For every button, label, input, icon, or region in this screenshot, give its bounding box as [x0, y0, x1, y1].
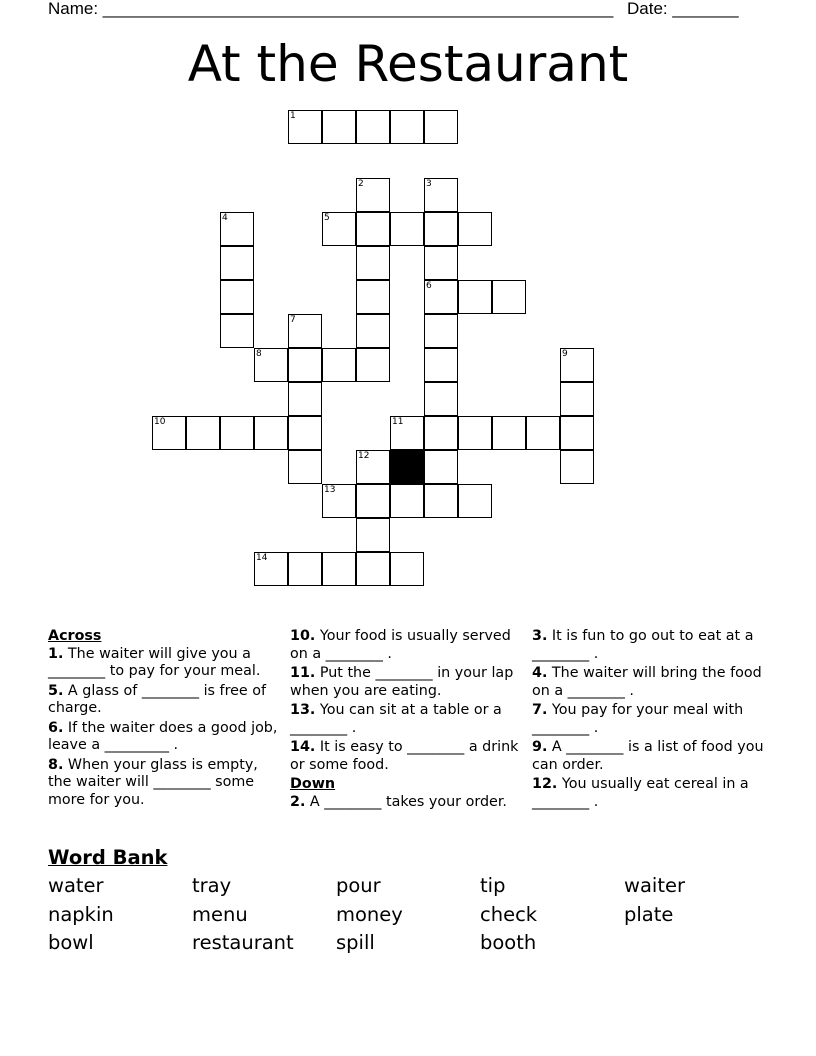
crossword-cell[interactable]	[220, 280, 254, 314]
crossword-cell[interactable]	[322, 212, 356, 246]
crossword-cell[interactable]	[322, 348, 356, 382]
crossword-cell[interactable]	[390, 110, 424, 144]
crossword-cell[interactable]	[220, 246, 254, 280]
clue-number: 5	[324, 213, 330, 223]
crossword-cell[interactable]	[390, 552, 424, 586]
crossword-cell[interactable]	[220, 314, 254, 348]
crossword-cell[interactable]	[356, 110, 390, 144]
clue-number: 13	[324, 485, 336, 495]
clue-across-8: 8. When your glass is empty, the waiter will ________ some more for you.	[48, 756, 258, 808]
crossword-cell[interactable]	[492, 280, 526, 314]
word-bank-word: pour	[336, 874, 381, 897]
crossword-cell[interactable]	[356, 450, 390, 484]
clue-number: 6	[426, 281, 432, 291]
crossword-cell[interactable]	[560, 450, 594, 484]
crossword-block	[390, 450, 424, 484]
clue-number: 12	[358, 451, 370, 461]
clue-across-11: 11. Put the ________ in your lap when you are eating.	[290, 665, 514, 699]
crossword-cell[interactable]	[560, 416, 594, 450]
crossword-cell[interactable]	[526, 416, 560, 450]
crossword-cell[interactable]	[288, 416, 322, 450]
crossword-cell[interactable]	[186, 416, 220, 450]
crossword-cell[interactable]	[322, 110, 356, 144]
clue-across-10: 10. Your food is usually served on a ________ .	[290, 628, 511, 662]
clue-down-3: 3. It is fun to go out to eat at a ________ .	[532, 628, 754, 662]
crossword-cell[interactable]	[356, 178, 390, 212]
crossword-cell[interactable]	[390, 484, 424, 518]
crossword-cell[interactable]	[560, 348, 594, 382]
crossword-cell[interactable]	[492, 416, 526, 450]
crossword-cell[interactable]	[458, 416, 492, 450]
crossword-cell[interactable]	[288, 382, 322, 416]
crossword-cell[interactable]	[288, 348, 322, 382]
word-bank-word: waiter	[624, 874, 685, 897]
crossword-cell[interactable]	[458, 484, 492, 518]
clues-column-2	[290, 628, 525, 813]
crossword-cell[interactable]	[458, 280, 492, 314]
down-heading: Down	[290, 776, 336, 792]
clues-column-3	[532, 628, 767, 813]
across-heading: Across	[48, 628, 102, 644]
crossword-cell[interactable]	[356, 280, 390, 314]
crossword-cell[interactable]	[424, 246, 458, 280]
crossword-cell[interactable]	[322, 484, 356, 518]
crossword-cell[interactable]	[356, 518, 390, 552]
clue-number: 7	[290, 315, 296, 325]
crossword-cell[interactable]	[356, 484, 390, 518]
crossword-cell[interactable]	[288, 314, 322, 348]
crossword-cell[interactable]	[424, 450, 458, 484]
clue-number: 1	[290, 111, 296, 121]
crossword-cell[interactable]	[390, 212, 424, 246]
clue-down-4: 4. The waiter will bring the food on a ________ .	[532, 665, 762, 699]
clue-across-1: 1. The waiter will give you a ________ to pay for your meal.	[48, 645, 261, 679]
crossword-cell[interactable]	[424, 178, 458, 212]
crossword-cell[interactable]	[288, 450, 322, 484]
clue-across-6: 6. If the waiter does a good job, leave a _________ .	[48, 719, 278, 753]
crossword-cell[interactable]	[356, 552, 390, 586]
crossword-cell[interactable]	[424, 110, 458, 144]
clue-down-2: 2. A ________ takes your order.	[290, 793, 507, 810]
clue-number: 10	[154, 417, 166, 427]
word-bank-word: booth	[480, 931, 537, 954]
crossword-cell[interactable]	[458, 212, 492, 246]
clue-across-14: 14. It is easy to ________ a drink or some food.	[290, 739, 519, 773]
crossword-cell[interactable]	[322, 552, 356, 586]
word-bank-word: plate	[624, 903, 674, 926]
crossword-cell[interactable]	[424, 484, 458, 518]
clue-number: 8	[256, 349, 262, 359]
clue-number: 3	[426, 179, 432, 189]
clues-column-1	[48, 628, 283, 811]
word-bank-word: restaurant	[192, 931, 294, 954]
clue-down-9: 9. A ________ is a list of food you can order.	[532, 739, 764, 773]
crossword-cell[interactable]	[424, 382, 458, 416]
crossword-cell[interactable]	[424, 280, 458, 314]
crossword-cell[interactable]	[390, 416, 424, 450]
crossword-cell[interactable]	[356, 348, 390, 382]
crossword-cell[interactable]	[424, 348, 458, 382]
crossword-cell[interactable]	[356, 246, 390, 280]
crossword-cell[interactable]	[254, 552, 288, 586]
crossword-cell[interactable]	[288, 110, 322, 144]
word-bank-word: money	[336, 903, 403, 926]
word-bank-word: tip	[480, 874, 506, 897]
crossword-cell[interactable]	[288, 552, 322, 586]
word-bank-title: Word Bank	[48, 846, 168, 869]
crossword-cell[interactable]	[424, 314, 458, 348]
crossword-cell[interactable]	[424, 416, 458, 450]
word-bank-word: check	[480, 903, 538, 926]
crossword-cell[interactable]	[356, 212, 390, 246]
crossword-cell[interactable]	[356, 314, 390, 348]
word-bank-word: menu	[192, 903, 248, 926]
clue-number: 14	[256, 553, 268, 563]
crossword-cell[interactable]	[220, 416, 254, 450]
crossword-cell[interactable]	[560, 382, 594, 416]
clue-down-12: 12. You usually eat cereal in a ________ .	[532, 776, 749, 810]
clue-number: 4	[222, 213, 228, 223]
clue-number: 11	[392, 417, 404, 427]
clue-number: 9	[562, 349, 568, 359]
crossword-cell[interactable]	[254, 348, 288, 382]
crossword-cell[interactable]	[220, 212, 254, 246]
page-title: At the Restaurant	[187, 35, 629, 93]
word-bank-word: tray	[192, 874, 232, 897]
clue-across-5: 5. A glass of ________ is free of charge.	[48, 682, 267, 716]
clue-across-13: 13. You can sit at a table or a ________ .	[290, 702, 502, 736]
word-bank-word: napkin	[48, 903, 114, 926]
clue-down-7: 7. You pay for your meal with ________ .	[532, 702, 744, 736]
word-bank-word: water	[48, 874, 104, 897]
crossword-cell[interactable]	[424, 212, 458, 246]
word-bank-word: bowl	[48, 931, 94, 954]
crossword-cell[interactable]	[254, 416, 288, 450]
word-bank-word: spill	[336, 931, 375, 954]
name-field[interactable]: Name: ______________________________________________________	[48, 0, 614, 18]
crossword-cell[interactable]	[152, 416, 186, 450]
date-field[interactable]: Date: _______	[627, 0, 739, 18]
clue-number: 2	[358, 179, 364, 189]
